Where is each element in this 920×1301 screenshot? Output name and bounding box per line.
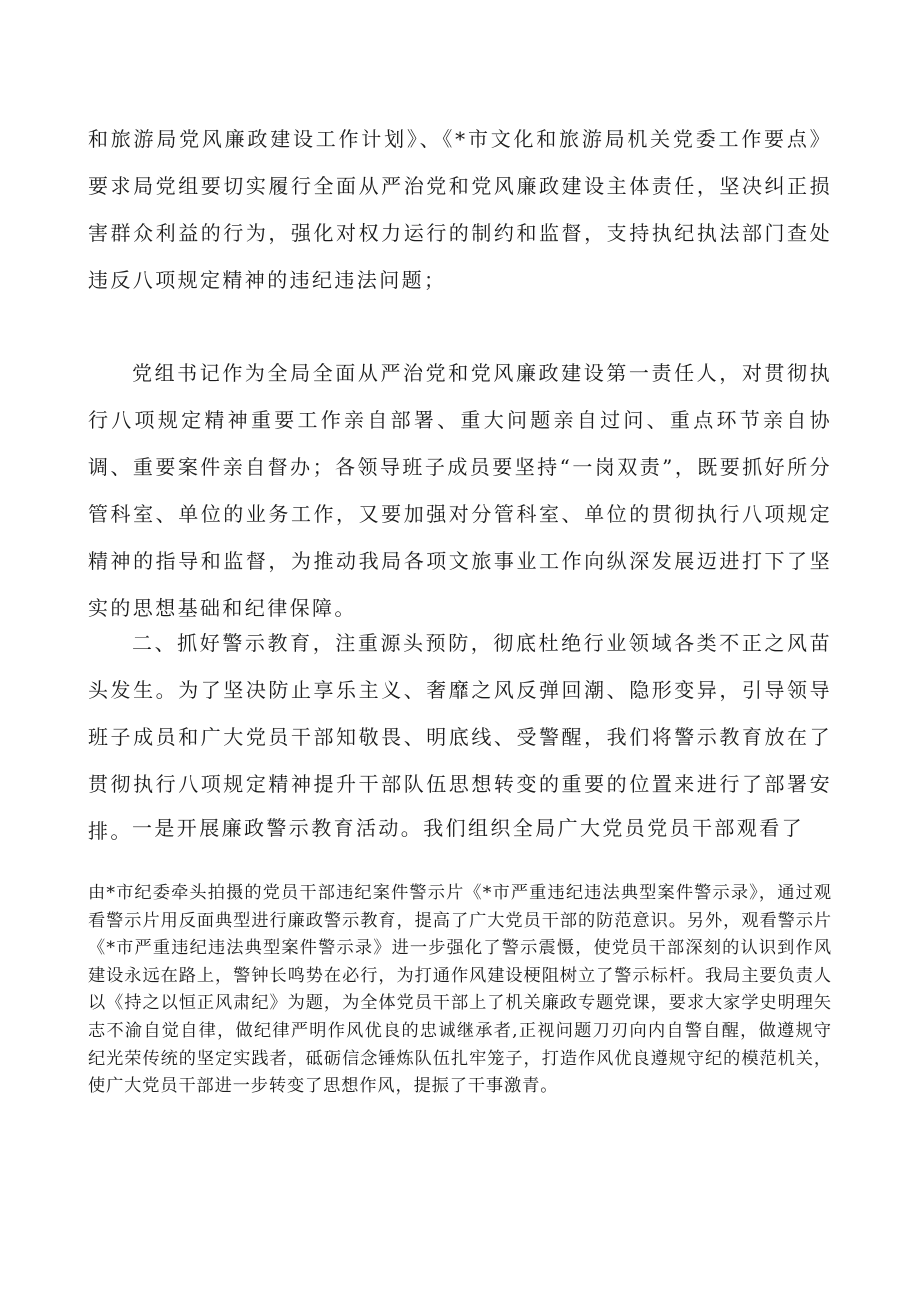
paragraph-responsibility-plan: 和旅游局党风廉政建设工作计划》、《*市文化和旅游局机关党委工作要点》要求局党组要切实履行全面从严治党和党风廉政建设主体责任，坚决纠正损害群众利益的行为，强化对权力运行的制约和监督，支持执纪执法部门查处违反八项规定精神的违纪违法问题； [88,127,832,292]
paragraph-warning-activity-intro: 一是开展廉政警示教育活动。我们组织全局广大党员党员干部观看了 [132,816,804,840]
paragraph-warning-education-heading: 二、抓好警示教育，注重源头预防，彻底杜绝行业领域各类不正之风苗头发生。为了坚决防止享乐主义、奢靡之风反弹回潮、隐形变异，引导领导班子成员和广大党员干部知敬畏、明底线、受警醒，我们将警示教育放在了贯彻执行八项规定精神提升干部队伍思想转变的重要的位置来进行了部署安排。 [88,631,832,843]
paragraph-party-secretary-duties: 党组书记作为全局全面从严治党和党风廉政建设第一责任人，对贯彻执行八项规定精神重要工作亲自部署、重大问题亲自过问、重点环节亲自协调、重要案件亲自督办；各领导班子成员要坚持“一岗双责”，既要抓好所分管科室、单位的业务工作，又要加强对分管科室、单位的贯彻执行八项规定精神的指导和监督，为推动我局各项文旅事业工作向纵深发展迈进打下了坚实的思想基础和纪律保障。 [88,361,832,620]
paragraph-warning-film-details: 由*市纪委牵头拍摄的党员干部违纪案件警示片《*市严重违纪违法典型案件警示录》，通过观看警示片用反面典型进行廉政警示教育，提高了广大党员干部的防范意识。另外，观看警示片《*市严重违纪违法典型案件警示录》进一步强化了警示震慑，使党员干部深刻的认识到作风建设永远在路上，警钟长鸣势在必行，为打通作风建设梗阻树立了警示标杆。我局主要负责人以《持之以恒正风肃纪》为题，为全体党员干部上了机关廉政专题党课，要求大家学史明理矢志不渝自觉自律，做纪律严明作风优良的忠诚继承者,正视问题刀刃向内自警自醒，做遵规守纪光荣传统的坚定实践者，砥砺信念锤炼队伍扎牢笼子，打造作风优良遵规守纪的模范机关，使广大党员干部进一步转变了思想作风，提振了干事激青。 [88,883,832,1097]
